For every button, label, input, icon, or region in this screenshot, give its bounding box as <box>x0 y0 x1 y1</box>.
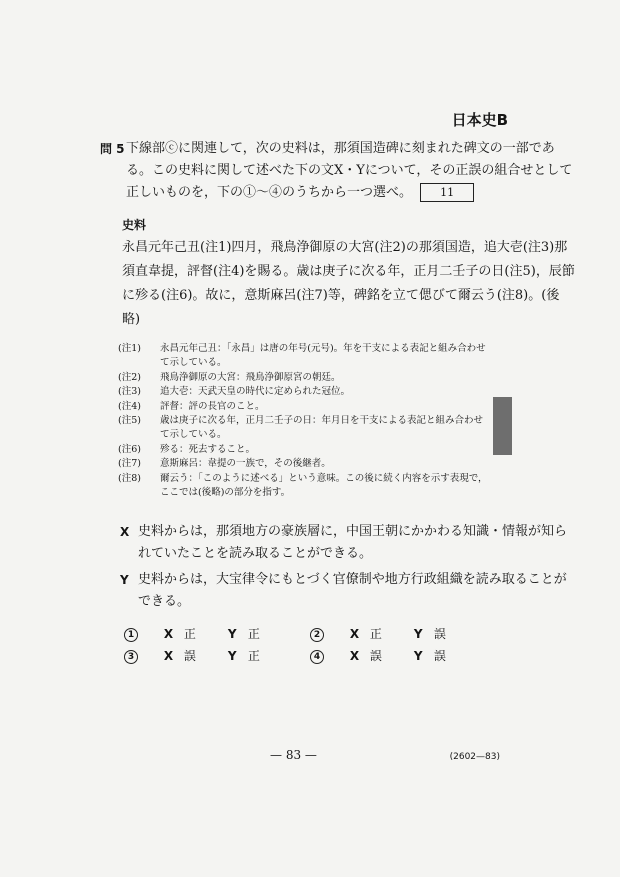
choice-1[interactable] <box>124 623 270 645</box>
note-tag: (注2) <box>118 371 141 383</box>
note-tag: (注3) <box>118 386 141 398</box>
statements <box>120 521 568 613</box>
note-tag: (注1) <box>118 343 141 354</box>
page-number: — 83 — <box>270 748 317 762</box>
notes-list <box>118 342 503 500</box>
statement-x <box>120 521 568 565</box>
note-item <box>118 400 503 414</box>
question-line <box>100 182 500 204</box>
note-item <box>118 457 503 471</box>
choice-x-value: 正 <box>183 627 196 641</box>
choice-3[interactable] <box>124 645 270 667</box>
statement-letter: X <box>120 525 130 539</box>
note-item <box>118 385 503 399</box>
note-tag: (注5) <box>118 415 141 427</box>
note-text: 爾云う：「このように述べる」という意味。この後に続く内容を示す表現で， <box>160 472 488 484</box>
source-text <box>122 236 575 332</box>
choice-y-label: Y <box>227 627 237 641</box>
source-heading: 史料 <box>122 218 147 232</box>
choice-x-value: 正 <box>369 627 382 641</box>
source-line: 須直韋提，評督(注4)を賜る。歳は庚子に次る年，正月二壬子の日(注5)，辰節 <box>122 264 575 279</box>
choice-y-value: 誤 <box>433 627 446 641</box>
subject-title: 日本史B <box>451 111 508 129</box>
choice-x-label: X <box>349 627 360 641</box>
choice-x-label: X <box>163 649 174 663</box>
note-continuation: ここでは(後略)の部分を指す。 <box>160 487 291 499</box>
choice-x-value: 誤 <box>369 649 382 663</box>
exam-code: (2602—83) <box>449 752 500 762</box>
note-tag: (注7) <box>118 458 141 470</box>
question-line: 下線部ⓒに関連して，次の史料は，那須国造碑に刻まれた碑文の一部であ <box>126 141 555 156</box>
source-line: 永昌元年己丑(注1)四月，飛鳥浄御原の大宮(注2)の那須国造，追大壱(注3)那 <box>122 240 568 255</box>
statement-y <box>120 569 567 613</box>
note-item <box>118 371 503 385</box>
note-text: 評督：評の長官のこと。 <box>160 400 265 412</box>
choice-y-label: Y <box>413 627 423 641</box>
note-item <box>118 342 503 356</box>
note-continuation: て示している。 <box>160 429 227 441</box>
choice-y-value: 正 <box>247 649 260 663</box>
choice-y-label: Y <box>227 649 237 663</box>
question-line: る。この史料に関して述べた下の文X・Yについて，その正誤の組合せとして <box>126 163 573 178</box>
choice-x-value: 誤 <box>183 649 196 663</box>
statement-line: 史料からは，那須地方の豪族層に，中国王朝にかかわる知識・情報が知ら <box>138 524 568 539</box>
statement-line: できる。 <box>138 594 191 609</box>
choice-x-label: X <box>349 649 360 663</box>
choice-y-value: 誤 <box>433 649 446 663</box>
note-text: 永昌元年己丑：「永昌」は唐の年号(元号)。年を干支による表記と組み合わせ <box>160 343 486 354</box>
choice-number: 4 <box>310 650 324 664</box>
choice-2[interactable] <box>310 623 456 645</box>
note-tag: (注6) <box>118 443 141 455</box>
source-line: 略) <box>122 312 141 327</box>
note-text: 飛鳥浄御原の大宮：飛鳥浄御原宮の朝廷。 <box>160 371 341 383</box>
statement-line: れていたことを読み取ることができる。 <box>138 546 373 561</box>
note-text: 殄る：死去すること。 <box>160 443 256 455</box>
note-text: 意斯麻呂：韋提の一族で，その後継者。 <box>160 458 331 470</box>
choice-x-label: X <box>163 627 174 641</box>
note-item <box>118 414 503 428</box>
question-block <box>100 138 573 204</box>
choice-number: 3 <box>124 650 138 664</box>
choice-y-value: 正 <box>247 627 260 641</box>
question-line-text: 正しいものを，下の①～④のうちから一つ選べ。 <box>126 185 413 200</box>
note-text: 追大壱：天武天皇の時代に定められた冠位。 <box>160 386 351 398</box>
choice-y-label: Y <box>413 649 423 663</box>
choice-number: 1 <box>124 628 138 642</box>
choice-4[interactable] <box>310 645 456 667</box>
note-item <box>118 472 503 486</box>
statement-letter: Y <box>120 573 129 587</box>
answer-box[interactable]: 11 <box>420 183 474 202</box>
source-line: に殄る(注6)。故に，意斯麻呂(注7)等，碑銘を立て偲びて爾云う(注8)。(後 <box>122 288 560 303</box>
note-tag: (注4) <box>118 400 141 412</box>
note-continuation: て示している。 <box>160 357 227 369</box>
question-number: 問 5 <box>100 142 125 156</box>
note-tag: (注8) <box>118 472 141 484</box>
note-item <box>118 443 503 457</box>
statement-line: 史料からは，大宝律令にもとづく官僚制や地方行政組織を読み取ることが <box>138 572 567 587</box>
choice-number: 2 <box>310 628 324 642</box>
note-text: 歳は庚子に次る年，正月二壬子の日：年月日を干支による表記と組み合わせ <box>160 415 484 427</box>
